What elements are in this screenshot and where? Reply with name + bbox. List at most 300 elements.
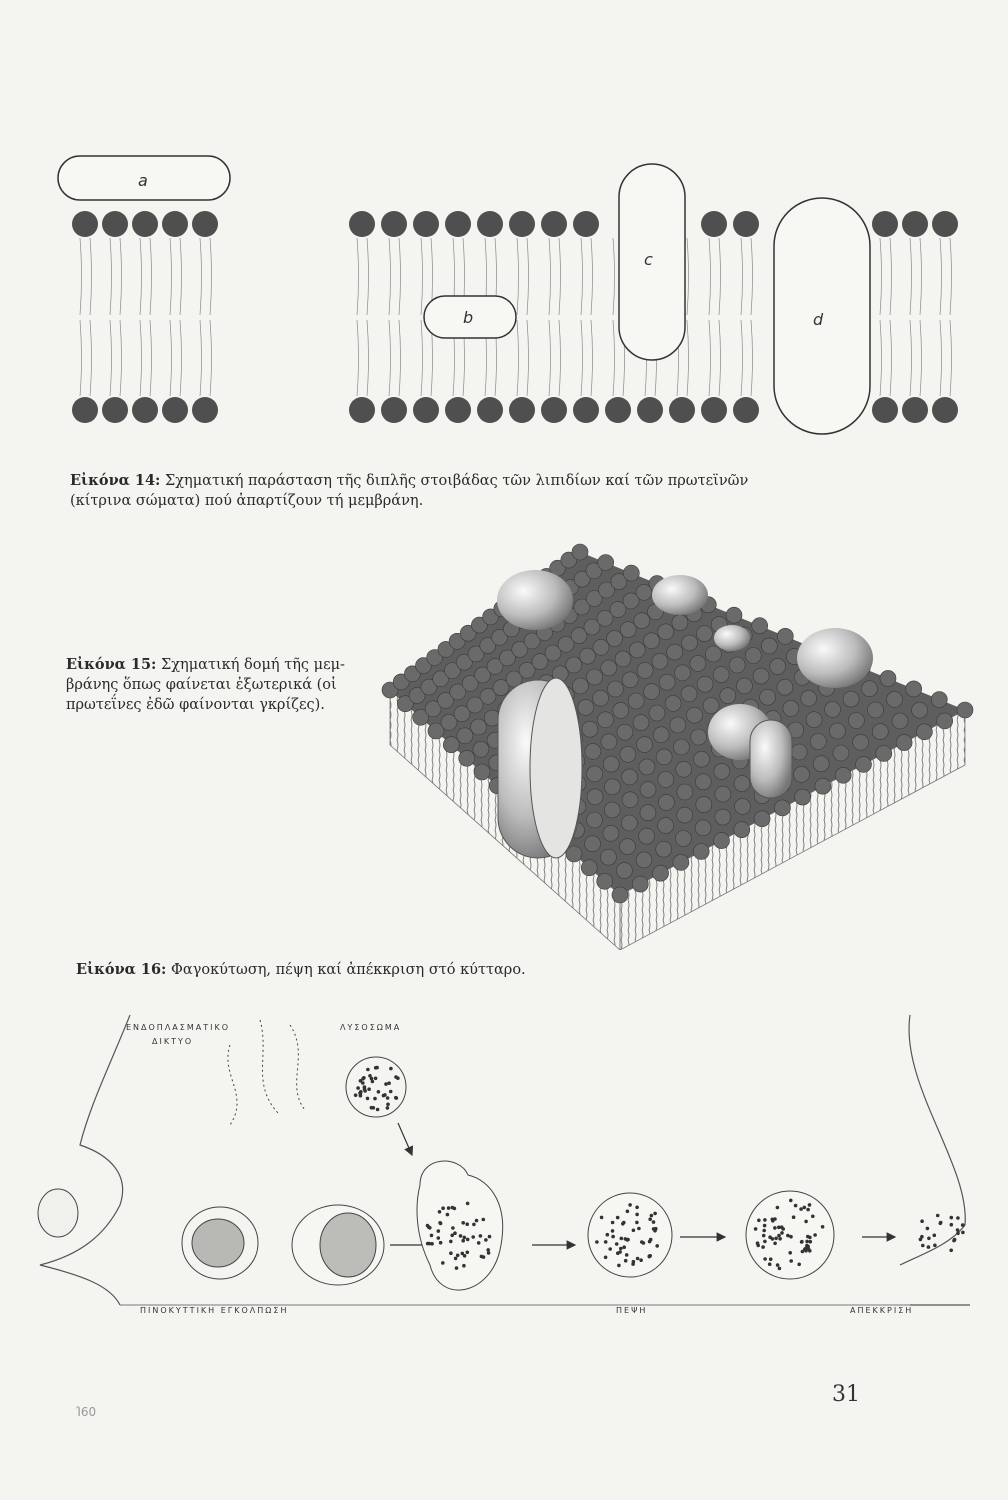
lipid-head <box>474 764 490 780</box>
granule-dot <box>595 1240 599 1244</box>
lipid-tail <box>90 238 92 315</box>
lipid-head <box>620 622 636 638</box>
lipid-head <box>587 669 603 685</box>
granule-dot <box>961 1223 965 1227</box>
figure-16-phagocytosis-diagram <box>20 1005 1000 1345</box>
granule-dot <box>637 1227 641 1231</box>
lipid-head <box>937 713 953 729</box>
granule-dot <box>438 1221 442 1225</box>
lipid-head <box>682 635 698 651</box>
lipid-head <box>656 841 672 857</box>
lipid-tail <box>910 320 912 396</box>
granule-dot <box>808 1203 812 1207</box>
granule-dot <box>635 1221 639 1225</box>
granule-dot <box>454 1257 458 1261</box>
granule-dot <box>648 1254 652 1258</box>
lipid-head <box>597 712 613 728</box>
membrane-protein <box>652 575 708 615</box>
label-digestion: ΠΕΨΗ <box>616 1306 648 1315</box>
lipid-head <box>868 702 884 718</box>
granule-dot <box>359 1090 363 1094</box>
page-mark: Ί60 <box>76 1405 97 1419</box>
figure-15-caption <box>66 655 386 715</box>
granule-dot <box>773 1226 777 1230</box>
granule-dot <box>953 1238 957 1242</box>
lipid-head <box>726 607 742 623</box>
lipid-head <box>760 689 776 705</box>
lipid-head <box>637 663 653 679</box>
lipid-head <box>745 648 761 664</box>
granule-dot <box>801 1250 805 1254</box>
granule-dot <box>463 1236 467 1240</box>
granule-dot <box>956 1216 960 1220</box>
granule-dot <box>805 1240 809 1244</box>
lipid-tail <box>150 238 152 315</box>
lipid-head <box>477 397 503 423</box>
granule-dot <box>762 1229 766 1233</box>
lipid-tail <box>613 320 615 396</box>
granule-dot <box>374 1066 378 1070</box>
granule-dot <box>363 1087 367 1091</box>
lipid-head <box>640 805 656 821</box>
lipid-head <box>637 397 663 423</box>
lipid-tail <box>709 320 711 396</box>
lipid-tail <box>110 320 112 396</box>
lipid-head <box>754 811 770 827</box>
membrane-protein <box>797 628 873 688</box>
lipid-head <box>349 397 375 423</box>
lipid-head <box>794 766 810 782</box>
granule-dot <box>461 1252 465 1256</box>
lipid-tail <box>527 238 529 315</box>
lipid-head <box>72 397 98 423</box>
lipid-head <box>931 692 947 708</box>
granule-dot <box>611 1235 615 1239</box>
protein-a-label: a <box>138 171 148 190</box>
lipid-head <box>801 690 817 706</box>
granule-dot <box>471 1235 475 1239</box>
granule-dot <box>447 1206 451 1210</box>
label-endoplasmic-reticulum-line1: ΕΝΔΟΠΛΑΣΜΑΤΙΚΟ <box>126 1023 230 1032</box>
lipid-head <box>658 624 674 640</box>
granule-dot <box>780 1231 784 1235</box>
granule-dot <box>461 1239 465 1243</box>
lipid-head <box>902 397 928 423</box>
granule-dot <box>450 1234 454 1238</box>
lipid-head <box>586 812 602 828</box>
granule-dot <box>461 1221 465 1225</box>
granule-dot <box>437 1229 441 1233</box>
lipid-head <box>615 651 631 667</box>
lipid-head <box>445 397 471 423</box>
granule-dot <box>936 1214 940 1218</box>
granule-dot <box>797 1263 801 1267</box>
membrane-protein <box>714 625 750 651</box>
granule-dot <box>356 1086 360 1090</box>
membrane-protein <box>497 570 573 630</box>
lipid-tail <box>110 238 112 315</box>
lipid-head <box>598 555 614 571</box>
lipid-head <box>162 211 188 237</box>
granule-dot <box>761 1245 765 1249</box>
membrane-protein-cylinder-top <box>530 678 582 858</box>
granule-dot <box>372 1106 376 1110</box>
granule-dot <box>763 1257 767 1261</box>
granule-dot <box>426 1224 430 1228</box>
lipid-head <box>720 688 736 704</box>
lipid-tail <box>890 238 892 315</box>
lipid-tail <box>170 320 172 396</box>
granule-dot <box>806 1235 810 1239</box>
granule-dot <box>600 1216 604 1220</box>
lipid-head <box>634 613 650 629</box>
granule-dot <box>625 1253 629 1257</box>
lipid-head <box>632 876 648 892</box>
granule-dot <box>809 1240 813 1244</box>
granule-dot <box>776 1206 780 1210</box>
lipid-tail <box>890 320 892 396</box>
lipid-tail <box>90 320 92 396</box>
lipid-head <box>676 761 692 777</box>
lipid-head <box>872 397 898 423</box>
granule-dot <box>362 1076 366 1080</box>
granule-dot <box>389 1067 393 1071</box>
granule-dot <box>389 1090 393 1094</box>
lipid-head <box>843 691 859 707</box>
granule-dot <box>803 1206 807 1210</box>
fused-lysosome-phagosome <box>417 1161 503 1290</box>
lipid-head <box>667 644 683 660</box>
lipid-tail <box>210 238 212 315</box>
figure-14-caption-line2: (κίτρινα σώματα) πού ἀπαρτίζουν τή μεμβράνη. <box>70 493 424 509</box>
lipid-head <box>957 702 973 718</box>
lipid-head <box>622 769 638 785</box>
granule-dot <box>927 1237 931 1241</box>
lipid-head <box>603 756 619 772</box>
lipid-tail <box>613 238 615 315</box>
granule-dot <box>465 1222 469 1226</box>
lipid-head <box>413 211 439 237</box>
lipid-tail <box>367 320 369 396</box>
granule-dot <box>756 1241 760 1245</box>
lipid-head <box>622 792 638 808</box>
lipid-tail <box>180 238 182 315</box>
granule-dot <box>373 1097 377 1101</box>
lipid-tail <box>517 238 519 315</box>
lipid-tail <box>357 320 359 396</box>
lipid-head <box>774 800 790 816</box>
lipid-head <box>856 756 872 772</box>
lipid-head <box>349 211 375 237</box>
granule-dot <box>920 1219 924 1223</box>
figure-15-membrane-3d <box>380 540 980 950</box>
lipid-head <box>690 655 706 671</box>
granule-dot <box>466 1251 470 1255</box>
lipid-tail <box>180 320 182 396</box>
lipid-head <box>572 544 588 560</box>
lipid-tail <box>591 238 593 315</box>
granule-dot <box>769 1257 773 1261</box>
granule-dot <box>484 1238 488 1242</box>
granule-dot <box>635 1213 639 1217</box>
lipid-tail <box>120 320 122 396</box>
lipid-head <box>509 397 535 423</box>
lipid-head <box>806 712 822 728</box>
lipid-head <box>639 828 655 844</box>
lipid-head <box>597 873 613 889</box>
lipid-tail <box>940 320 942 396</box>
lipid-head <box>621 815 637 831</box>
granule-dot <box>477 1241 481 1245</box>
lipid-head <box>600 849 616 865</box>
granule-dot <box>624 1237 628 1241</box>
lipid-head <box>669 397 695 423</box>
lipid-tail <box>210 320 212 396</box>
lipid-head <box>658 818 674 834</box>
granule-dot <box>449 1240 453 1244</box>
lipid-head <box>471 719 487 735</box>
figure-15-caption-title: Εἰκόνα 15: <box>66 656 157 673</box>
granule-dot <box>466 1238 470 1242</box>
granule-dot <box>949 1249 953 1253</box>
lipid-tail <box>140 320 142 396</box>
lipid-head <box>102 211 128 237</box>
lipid-head <box>72 211 98 237</box>
granule-dot <box>479 1234 483 1238</box>
lipid-tail <box>399 238 401 315</box>
lipid-head <box>192 397 218 423</box>
lipid-head <box>659 674 675 690</box>
lipid-head <box>585 743 601 759</box>
lipid-tail <box>581 320 583 396</box>
granule-dot <box>482 1255 486 1259</box>
granule-dot <box>486 1248 490 1252</box>
granule-dot <box>789 1199 793 1203</box>
lipid-head <box>572 678 588 694</box>
granule-dot <box>449 1251 453 1255</box>
lipid-tail <box>741 238 743 315</box>
label-endoplasmic-reticulum-line2: ΔΙΚΤΥΟ <box>152 1037 194 1046</box>
outside-particle <box>38 1189 78 1237</box>
lipid-head <box>862 681 878 697</box>
lipid-tail <box>170 238 172 315</box>
lipid-head <box>695 774 711 790</box>
lipid-tail <box>880 320 882 396</box>
lipid-head <box>795 789 811 805</box>
lipid-head <box>735 798 751 814</box>
granule-dot <box>386 1103 390 1107</box>
granule-dot <box>462 1264 466 1268</box>
granule-dot <box>615 1242 619 1246</box>
lipid-tail <box>920 320 922 396</box>
lipid-head <box>813 756 829 772</box>
granule-dot <box>376 1108 380 1112</box>
granule-dot <box>950 1216 954 1220</box>
lipid-head <box>601 734 617 750</box>
granule-dot <box>642 1241 646 1245</box>
lipid-head <box>459 750 475 766</box>
granule-dot <box>763 1218 767 1222</box>
lipid-head <box>853 734 869 750</box>
lipid-head <box>605 397 631 423</box>
granule-dot <box>635 1206 639 1210</box>
lipid-head <box>694 751 710 767</box>
granule-dot <box>366 1097 370 1101</box>
lipid-tail <box>719 238 721 315</box>
granule-dot <box>654 1227 658 1231</box>
granule-dot <box>622 1221 626 1225</box>
lipid-head <box>715 809 731 825</box>
granule-dot <box>624 1259 628 1263</box>
granule-dot <box>604 1256 608 1260</box>
lipid-head <box>445 211 471 237</box>
granule-dot <box>950 1223 954 1227</box>
lipid-head <box>640 782 656 798</box>
lipid-head <box>848 713 864 729</box>
lipid-head <box>887 691 903 707</box>
granule-dot <box>430 1242 434 1246</box>
granule-dot <box>762 1234 766 1238</box>
granule-dot <box>786 1234 790 1238</box>
lipid-tail <box>751 320 753 396</box>
protein-c-label: c <box>644 250 653 269</box>
label-pinocytosis: ΠΙΝΟΚΥΤΤΙΚΗ ΕΓΚΟΛΠΩΣΗ <box>140 1306 289 1315</box>
lipid-head <box>892 713 908 729</box>
lipid-head <box>587 766 603 782</box>
granule-dot <box>655 1244 659 1248</box>
residual-body <box>746 1191 834 1279</box>
lipid-head <box>613 702 629 718</box>
granule-dot <box>778 1267 782 1271</box>
figure-14-caption-title: Εἰκόνα 14: <box>70 472 161 489</box>
granule-dot <box>956 1232 960 1236</box>
lipid-head <box>835 767 851 783</box>
lipid-tail <box>140 238 142 315</box>
lipid-head <box>620 839 636 855</box>
lipid-tail <box>80 238 82 315</box>
lipid-head <box>582 721 598 737</box>
granule-dot <box>799 1207 803 1211</box>
lipid-head <box>653 727 669 743</box>
lipid-head <box>675 831 691 847</box>
granule-dot <box>386 1096 390 1100</box>
granule-dot <box>487 1251 491 1255</box>
label-excretion: ΑΠΕΚΚΡΙΣΗ <box>850 1306 914 1315</box>
lipid-tail <box>421 238 423 315</box>
lipid-head <box>623 565 639 581</box>
arrow <box>398 1123 412 1155</box>
lipid-head <box>604 779 620 795</box>
figure-16-caption-title: Εἰκόνα 16: <box>76 961 167 978</box>
lipid-head <box>833 745 849 761</box>
lipid-head <box>815 778 831 794</box>
lipid-head <box>473 741 489 757</box>
lipid-head <box>906 681 922 697</box>
figure-15-caption-line1: Σχηματική δομή τῆς μεμ- <box>161 657 345 673</box>
granule-dot <box>472 1223 476 1227</box>
lipid-head <box>637 737 653 753</box>
lipid-head <box>633 715 649 731</box>
lipid-head <box>585 836 601 852</box>
lipid-head <box>681 686 697 702</box>
granule-dot <box>956 1228 960 1232</box>
granule-dot <box>368 1074 372 1078</box>
granule-dot <box>608 1247 612 1251</box>
granule-dot <box>933 1234 937 1238</box>
lipid-tail <box>920 238 922 315</box>
lipid-head <box>612 887 628 903</box>
lipid-head <box>825 701 841 717</box>
lipid-head <box>791 744 807 760</box>
protein-b-label: b <box>463 308 474 327</box>
lipid-head <box>932 397 958 423</box>
page-number: 31 <box>832 1382 860 1407</box>
lipid-tail <box>357 238 359 315</box>
granule-dot <box>777 1226 781 1230</box>
endoplasmic-reticulum <box>290 1025 305 1110</box>
granule-dot <box>374 1077 378 1081</box>
granule-dot <box>606 1233 610 1237</box>
granule-dot <box>639 1258 643 1262</box>
lipid-head <box>658 772 674 788</box>
granule-dot <box>617 1264 621 1268</box>
lipid-head <box>653 865 669 881</box>
granule-dot <box>377 1090 381 1094</box>
lipid-head <box>672 615 688 631</box>
lipid-head <box>872 211 898 237</box>
lipid-head <box>639 759 655 775</box>
granule-dot <box>632 1260 636 1264</box>
lipid-head <box>872 724 888 740</box>
granule-dot <box>771 1237 775 1241</box>
lipid-head <box>601 660 617 676</box>
lipid-head <box>733 211 759 237</box>
granule-dot <box>451 1226 455 1230</box>
lipid-head <box>701 397 727 423</box>
granule-dot <box>455 1266 459 1270</box>
granule-dot <box>919 1238 923 1242</box>
lipid-head <box>587 789 603 805</box>
lipid-head <box>715 786 731 802</box>
lipid-head <box>695 820 711 836</box>
lipid-head <box>777 628 793 644</box>
lipid-head <box>629 642 645 658</box>
lipid-head <box>541 397 567 423</box>
label-lysosome: ΛΥΣΟΣΩΜΑ <box>340 1023 402 1032</box>
granule-dot <box>811 1215 815 1219</box>
lipid-head <box>649 705 665 721</box>
lipid-head <box>573 211 599 237</box>
lipid-head <box>593 639 609 655</box>
lysosome <box>346 1057 406 1117</box>
granule-dot <box>939 1221 943 1225</box>
granule-dot <box>933 1244 937 1248</box>
lipid-tail <box>751 238 753 315</box>
granule-dot <box>459 1234 463 1238</box>
granule-dot <box>927 1245 931 1249</box>
lipid-head <box>607 681 623 697</box>
granule-dot <box>794 1204 798 1208</box>
granule-dot <box>778 1237 782 1241</box>
lipid-head <box>714 833 730 849</box>
lipid-head <box>696 797 712 813</box>
lipid-head <box>829 723 845 739</box>
lipid-head <box>670 717 686 733</box>
granule-dot <box>437 1236 441 1240</box>
granule-dot <box>792 1215 796 1219</box>
granule-dot <box>430 1234 434 1238</box>
granule-dot <box>808 1249 812 1253</box>
